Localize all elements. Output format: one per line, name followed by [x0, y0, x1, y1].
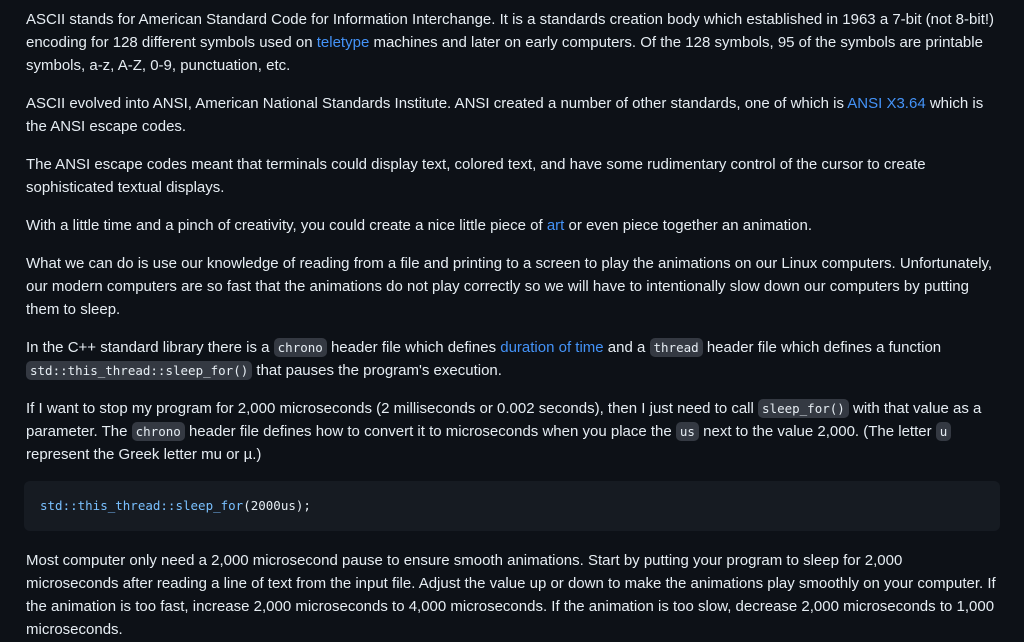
paragraph-escape-codes [26, 153, 998, 199]
paragraph-ascii [26, 8, 998, 77]
code-block [24, 481, 1000, 531]
inline-code-sleep-for: sleep_for() [758, 399, 849, 418]
teletype-link[interactable]: teletype [316, 34, 370, 51]
text: with that value as a parameter. The [26, 400, 982, 440]
text: Most computer only need a 2,000 microsecond pause to ensure smooth animations. Start by putting your program to sleep for 2,000 microseconds after reading a line of text from the input file. Adjust the value up or down to make the animations play smoothly on your computer. If the animation is too fast, increase 2,000 microseconds to 4,000 microseconds. If the animation is too slow, decrease 2,000 microseconds to 1,000 microseconds. [26, 552, 996, 638]
text: represent the Greek letter mu or µ.) [26, 446, 262, 463]
inline-code-chrono: chrono [274, 338, 327, 357]
art-link[interactable]: art [546, 217, 565, 234]
text: header file defines how to convert it to microseconds when you place the [184, 423, 676, 440]
inline-code-thread: thread [650, 338, 703, 357]
text: and a [603, 339, 650, 356]
text: With a little time and a pinch of creativity, you could create a nice little piece of [26, 217, 547, 234]
text: If I want to stop my program for 2,000 microseconds (2 milliseconds or 0.002 seconds), then I just need to call [26, 400, 759, 417]
inline-code-sleep-for-full: std::this_thread::sleep_for() [26, 361, 252, 380]
text: header file which defines a function [702, 339, 942, 356]
code-paren-close: ); [295, 498, 311, 513]
inline-code-chrono: chrono [132, 422, 185, 441]
text: In the C++ standard library there is a [26, 339, 274, 356]
paragraph-ansi [26, 92, 998, 138]
paragraph-microseconds [26, 397, 998, 466]
ansi-x364-link[interactable]: ANSI X3.64 [847, 95, 926, 112]
text: next to the value 2,000. (The letter [698, 423, 936, 440]
inline-code-us: us [676, 422, 699, 441]
text: header file which defines [326, 339, 501, 356]
text: which is the ANSI escape codes. [26, 95, 984, 135]
duration-of-time-link[interactable]: duration of time [500, 339, 604, 356]
text: ASCII stands for American Standard Code for Information Interchange. It is a standards creation body which established in 1963 a 7-bit (not 8-bit!) encoding for 128 different symbols used on [26, 11, 995, 51]
code-paren-open: ( [243, 498, 251, 513]
paragraph-animations [26, 252, 998, 321]
text: What we can do is use our knowledge of reading from a file and printing to a screen to play the animations on our Linux computers. Unfortunately, our modern computers are so fast that the animations do not play correctly so we will have to intentionally slow down our computers by putting them to sleep. [26, 255, 993, 318]
paragraph-chrono [26, 336, 998, 382]
paragraph-creativity [26, 214, 998, 237]
inline-code-u: u [936, 422, 952, 441]
paragraph-pause-advice [26, 549, 998, 641]
text: or even piece together an animation. [564, 217, 812, 234]
text: that pauses the program's execution. [252, 362, 502, 379]
code-function-name: std::this_thread::sleep_for [40, 498, 244, 513]
text: The ANSI escape codes meant that terminals could display text, colored text, and have some rudimentary control of the cursor to create sophisticated textual displays. [26, 156, 926, 196]
text: machines and later on early computers. Of the 128 symbols, 95 of the symbols are printable symbols, a-z, A-Z, 0-9, punctuation, etc. [26, 34, 983, 74]
text: ASCII evolved into ANSI, American National Standards Institute. ANSI created a number of other standards, one of which is [26, 95, 848, 112]
code-argument: 2000us [250, 498, 296, 513]
